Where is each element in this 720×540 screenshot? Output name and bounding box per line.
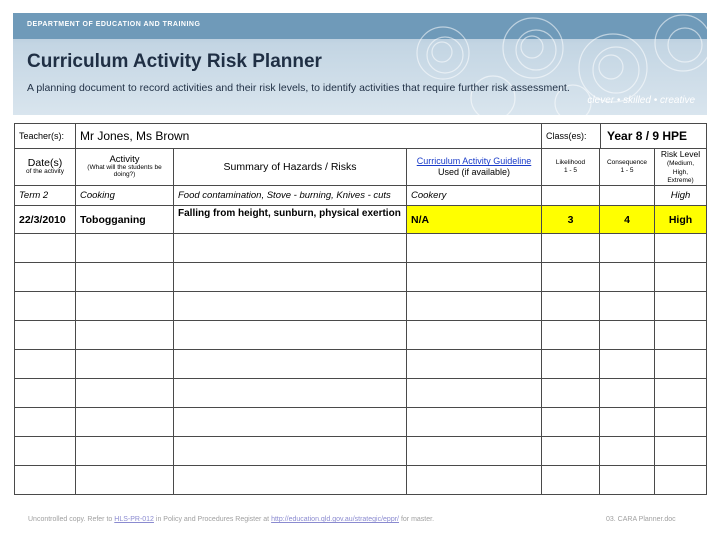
table-row [15, 206, 707, 234]
empty-cell[interactable] [655, 350, 707, 379]
empty-cell[interactable] [542, 437, 600, 466]
empty-cell[interactable] [542, 292, 600, 321]
col-likelihood-range: 1 - 5 [563, 167, 577, 175]
department-name: DEPARTMENT OF EDUCATION AND TRAINING [27, 21, 201, 28]
page-title: Curriculum Activity Risk Planner [27, 51, 322, 72]
empty-table-row [15, 263, 707, 292]
empty-cell[interactable] [407, 437, 542, 466]
teacher-field[interactable]: Mr Jones, Ms Brown [76, 124, 542, 149]
empty-cell[interactable] [600, 321, 655, 350]
empty-cell[interactable] [76, 437, 174, 466]
example-risk[interactable]: High [655, 186, 707, 206]
empty-cell[interactable] [76, 379, 174, 408]
empty-cell[interactable] [407, 234, 542, 263]
empty-rows [15, 234, 707, 495]
empty-cell[interactable] [174, 437, 407, 466]
empty-cell[interactable] [174, 234, 407, 263]
col-activity-label: Activity [109, 154, 140, 166]
empty-cell[interactable] [407, 292, 542, 321]
col-header-activity [76, 149, 174, 186]
class-label: Class(es): [542, 124, 601, 148]
empty-cell[interactable] [407, 321, 542, 350]
example-consequence[interactable] [600, 186, 655, 206]
empty-table-row [15, 292, 707, 321]
guideline-link[interactable]: Curriculum Activity Guideline [416, 156, 532, 167]
empty-cell[interactable] [15, 292, 76, 321]
empty-cell[interactable] [15, 408, 76, 437]
empty-cell[interactable] [655, 437, 707, 466]
empty-cell[interactable] [655, 408, 707, 437]
policy-ref-link[interactable]: HLS-PR-012 [114, 516, 154, 523]
empty-cell[interactable] [600, 292, 655, 321]
row-date[interactable]: 22/3/2010 [15, 206, 76, 234]
empty-cell[interactable] [600, 466, 655, 495]
empty-cell[interactable] [174, 321, 407, 350]
empty-cell[interactable] [542, 234, 600, 263]
row-consequence[interactable]: 4 [600, 206, 655, 234]
footer-filename: 03. CARA Planner.doc [606, 516, 676, 523]
col-likelihood-label: Likelihood [555, 158, 586, 166]
empty-cell[interactable] [600, 437, 655, 466]
col-guideline-sub: Used (if available) [437, 167, 511, 178]
empty-cell[interactable] [655, 234, 707, 263]
empty-cell[interactable] [174, 379, 407, 408]
col-header-guideline [407, 149, 542, 186]
col-header-likelihood [542, 149, 600, 186]
example-row [15, 186, 707, 206]
empty-table-row [15, 379, 707, 408]
empty-cell[interactable] [15, 466, 76, 495]
empty-cell[interactable] [174, 292, 407, 321]
row-guideline[interactable]: N/A [407, 206, 542, 234]
example-activity[interactable]: Cooking [76, 186, 174, 206]
footer-prefix: Uncontrolled copy. Refer to [28, 516, 113, 523]
empty-cell[interactable] [76, 466, 174, 495]
col-activity-sub: (What will the students be doing?) [87, 164, 162, 179]
example-date[interactable]: Term 2 [15, 186, 76, 206]
row-activity[interactable]: Tobogganing [76, 206, 174, 234]
empty-table-row [15, 408, 707, 437]
empty-cell[interactable] [407, 263, 542, 292]
footer-middle: in Policy and Procedures Register at [155, 516, 270, 523]
empty-cell[interactable] [15, 379, 76, 408]
empty-cell[interactable] [600, 350, 655, 379]
empty-cell[interactable] [600, 263, 655, 292]
col-header-risk [655, 149, 707, 186]
class-field[interactable]: Year 8 / 9 HPE [607, 129, 688, 143]
col-header-summary: Summary of Hazards / Risks [174, 149, 407, 186]
col-header-consequence [600, 149, 655, 186]
empty-table-row [15, 437, 707, 466]
empty-cell[interactable] [15, 437, 76, 466]
row-risk[interactable]: High [655, 206, 707, 234]
col-header-date [15, 149, 76, 186]
example-hazards[interactable]: Food contamination, Stove - burning, Knives - cuts [174, 186, 407, 206]
row-likelihood[interactable]: 3 [542, 206, 600, 234]
empty-cell[interactable] [655, 263, 707, 292]
empty-cell[interactable] [655, 379, 707, 408]
column-header-row [15, 149, 707, 186]
empty-cell[interactable] [542, 321, 600, 350]
empty-cell[interactable] [174, 350, 407, 379]
empty-cell[interactable] [600, 234, 655, 263]
row-hazards[interactable]: Falling from height, sunburn, physical exertion [174, 206, 407, 234]
col-date-label: Date(s) [27, 157, 63, 170]
empty-cell[interactable] [15, 321, 76, 350]
col-risk-sub: (Medium, High, Extreme) [666, 160, 695, 184]
col-risk-label: Risk Level [660, 149, 701, 159]
empty-table-row [15, 234, 707, 263]
empty-cell[interactable] [542, 466, 600, 495]
empty-cell[interactable] [655, 321, 707, 350]
class-cell [542, 124, 707, 149]
empty-cell[interactable] [655, 292, 707, 321]
empty-cell[interactable] [407, 466, 542, 495]
empty-cell[interactable] [542, 350, 600, 379]
page-subtitle: A planning document to record activities and their risk levels, to identify activities that require further risk assessment. [27, 82, 570, 94]
footer-suffix: for master. [400, 516, 435, 523]
empty-cell[interactable] [76, 321, 174, 350]
empty-cell[interactable] [76, 350, 174, 379]
empty-cell[interactable] [407, 379, 542, 408]
empty-cell[interactable] [407, 408, 542, 437]
footer-note [28, 516, 434, 523]
empty-cell[interactable] [76, 292, 174, 321]
empty-cell[interactable] [76, 263, 174, 292]
empty-cell[interactable] [542, 408, 600, 437]
empty-cell[interactable] [174, 408, 407, 437]
empty-cell[interactable] [174, 466, 407, 495]
empty-cell[interactable] [174, 263, 407, 292]
empty-cell[interactable] [600, 408, 655, 437]
col-consequence-label: Consequence [606, 158, 648, 166]
empty-cell[interactable] [407, 350, 542, 379]
empty-cell[interactable] [15, 263, 76, 292]
empty-cell[interactable] [76, 408, 174, 437]
example-guideline[interactable]: Cookery [407, 186, 542, 206]
teacher-label: Teacher(s): [15, 124, 76, 149]
empty-cell[interactable] [15, 350, 76, 379]
eppr-url-link[interactable]: http://education.qld.gov.au/strategic/eppr/ [271, 516, 399, 523]
example-likelihood[interactable] [542, 186, 600, 206]
empty-cell[interactable] [542, 379, 600, 408]
empty-cell[interactable] [655, 466, 707, 495]
empty-table-row [15, 350, 707, 379]
empty-table-row [15, 466, 707, 495]
empty-table-row [15, 321, 707, 350]
teacher-class-row [15, 124, 707, 149]
brand-tagline: clever • skilled • creative [587, 95, 695, 106]
empty-cell[interactable] [76, 234, 174, 263]
header-banner [13, 13, 707, 115]
risk-planner-table [14, 123, 707, 495]
col-consequence-range: 1 - 5 [620, 167, 634, 175]
empty-cell[interactable] [15, 234, 76, 263]
empty-cell[interactable] [542, 263, 600, 292]
empty-cell[interactable] [600, 379, 655, 408]
col-date-sub: of the activity [26, 168, 64, 176]
